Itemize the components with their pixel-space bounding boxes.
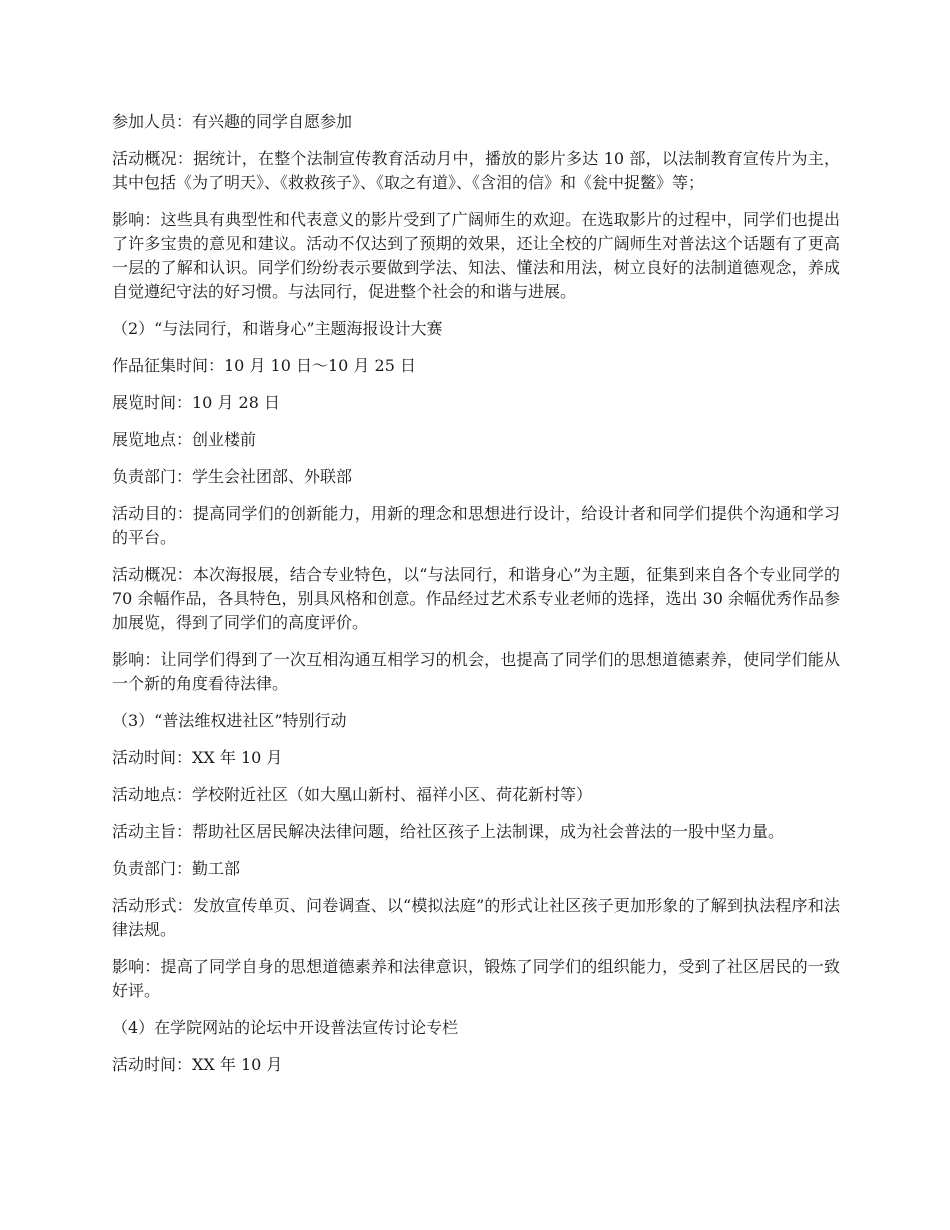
section-heading-poster-contest: （2）“与法同行，和谐身心”主题海报设计大赛	[112, 319, 443, 338]
section-heading-community-action: （3）“普法维权进社区”特别行动	[112, 711, 347, 730]
community-activity-form: 活动形式：发放宣传单页、问卷调查、以“模拟法庭”的形式让社区孩子更加形象的了解到执法程序和法律法规。	[112, 896, 840, 939]
poster-exhibition-location: 展览地点：创业楼前	[112, 430, 257, 449]
poster-collection-time: 作品征集时间：10 月 10 日～10 月 25 日	[112, 356, 416, 375]
section-heading-forum-column: （4）在学院网站的论坛中开设普法宣传讨论专栏	[112, 1018, 459, 1037]
film-activity-overview: 活动概况：据统计，在整个法制宣传教育活动月中，播放的影片多达 10 部，以法制教育宣传片为主，其中包括《为了明天》、《救救孩子》、《取之有道》、《含泪的信》和《瓮中捉鳖》等；	[112, 149, 840, 192]
poster-activity-impact: 影响：让同学们得到了一次互相沟通互相学习的机会，也提高了同学们的思想道德素养，使同学们能从一个新的角度看待法律。	[112, 650, 840, 693]
poster-activity-overview: 活动概况：本次海报展，结合专业特色，以“与法同行，和谐身心”为主题，征集到来自各个专业同学的 70 余幅作品，各具特色，别具风格和创意。作品经过艺术系专业老师的选择，选出 30 余幅优秀作品参加展览，得到了同学们的高度评价。	[112, 565, 840, 632]
film-activity-impact: 影响：这些具有典型性和代表意义的影片受到了广阔师生的欢迎。在选取影片的过程中，同学们也提出了许多宝贵的意见和建议。活动不仅达到了预期的效果，还让全校的广阔师生对普法这个话题有了更高一层的了解和认识。同学们纷纷表示要做到学法、知法、懂法和用法，树立良好的法制道德观念，养成自觉遵纪守法的好习惯。与法同行，促进整个社会的和谐与进展。	[112, 210, 840, 301]
participants-line: 参加人员：有兴趣的同学自愿参加	[112, 112, 353, 131]
community-responsible-department: 负责部门：勤工部	[112, 859, 241, 878]
community-activity-impact: 影响：提高了同学自身的思想道德素养和法律意识，锻炼了同学们的组织能力，受到了社区居民的一致好评。	[112, 957, 840, 1000]
poster-exhibition-time: 展览时间：10 月 28 日	[112, 393, 280, 412]
forum-activity-time: 活动时间：XX 年 10 月	[112, 1055, 283, 1074]
document-page	[112, 110, 840, 1090]
poster-responsible-department: 负责部门：学生会社团部、外联部	[112, 467, 353, 486]
community-activity-time: 活动时间：XX 年 10 月	[112, 748, 283, 767]
community-activity-location: 活动地点：学校附近社区（如大凰山新村、福祥小区、荷花新村等）	[112, 785, 593, 804]
community-activity-purpose: 活动主旨：帮助社区居民解决法律问题，给社区孩子上法制课，成为社会普法的一股中坚力量。	[112, 822, 785, 841]
poster-activity-purpose: 活动目的：提高同学们的创新能力，用新的理念和思想进行设计，给设计者和同学们提供个沟通和学习的平台。	[112, 504, 840, 547]
